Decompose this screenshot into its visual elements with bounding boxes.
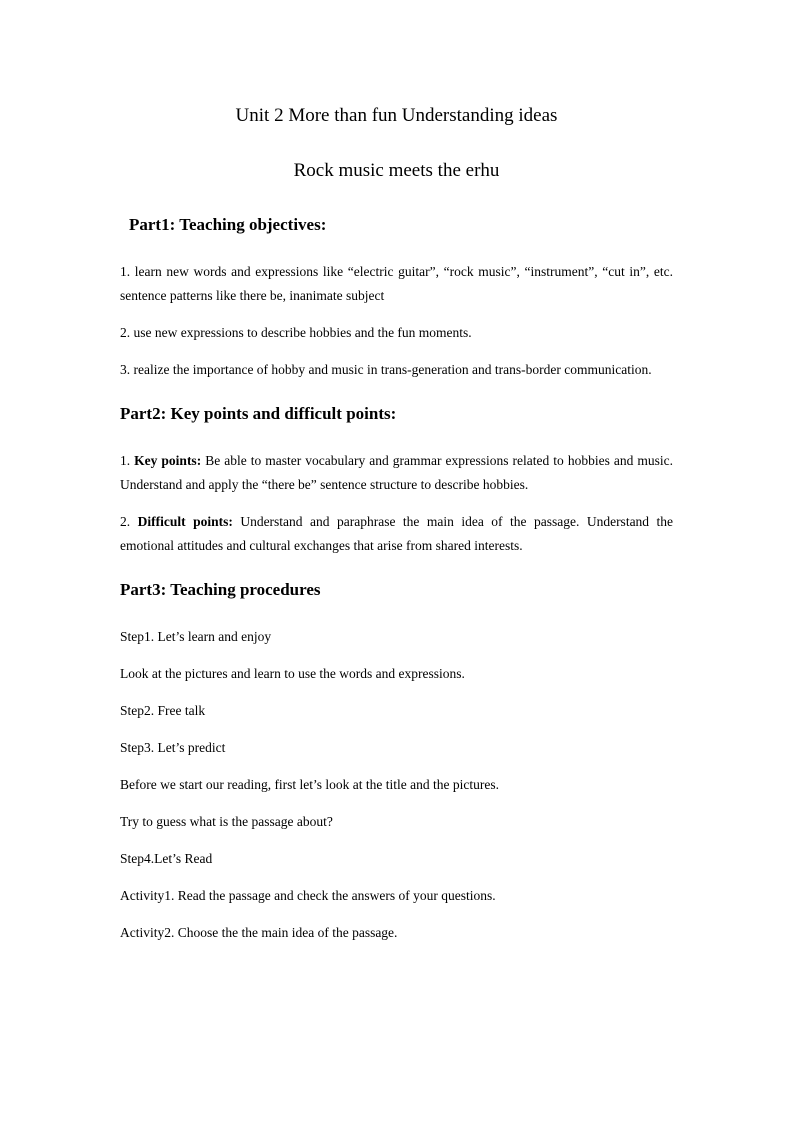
procedure-step3: Step3. Let’s predict	[120, 740, 226, 755]
difficult-points-label: Difficult points:	[137, 514, 233, 529]
document-subtitle: Rock music meets the erhu	[293, 160, 500, 181]
procedure-step3-detail: Before we start our reading, first let’s look at the title and the pictures.	[120, 777, 500, 792]
part1-heading: Part1: Teaching objectives:	[129, 215, 327, 234]
part2-heading: Part2: Key points and difficult points:	[120, 404, 397, 423]
procedure-step4: Step4.Let’s Read	[120, 851, 213, 866]
difficult-points-number: 2.	[120, 514, 138, 529]
procedure-step3-question: Try to guess what is the passage about?	[120, 814, 333, 829]
document-body	[120, 104, 673, 945]
key-points-number: 1.	[120, 453, 135, 468]
key-points-label: Key points:	[134, 453, 202, 468]
difficult-points-text: Understand and paraphrase the main idea of the passage. Understand the emotional attitudes and cultural exchanges that arise from shared interests.	[120, 514, 674, 553]
procedure-step1: Step1. Let’s learn and enjoy	[120, 629, 272, 644]
procedure-step2: Step2. Free talk	[120, 703, 206, 718]
document-title: Unit 2 More than fun Understanding ideas	[235, 105, 558, 126]
objective-item-2: 2. use new expressions to describe hobbies and the fun moments.	[120, 325, 472, 340]
objective-item-3: 3. realize the importance of hobby and music in trans-generation and trans-border communication.	[120, 362, 652, 377]
part3-heading: Part3: Teaching procedures	[120, 580, 321, 599]
key-points-text: Be able to master vocabulary and grammar expressions related to hobbies and music. Understand and apply the “there be” sentence structure to describe hobbies.	[120, 453, 673, 492]
procedure-step1-detail: Look at the pictures and learn to use the words and expressions.	[120, 666, 465, 681]
procedure-activity1: Activity1. Read the passage and check the answers of your questions.	[120, 888, 496, 903]
difficult-points-paragraph	[120, 510, 673, 558]
procedure-activity2: Activity2. Choose the the main idea of the passage.	[120, 925, 398, 940]
key-points-paragraph	[120, 449, 673, 497]
objective-item-1: 1. learn new words and expressions like “electric guitar”, “rock music”, “instrument”, “cut in”, etc. sentence patterns like there be, inanimate subject	[120, 264, 673, 303]
